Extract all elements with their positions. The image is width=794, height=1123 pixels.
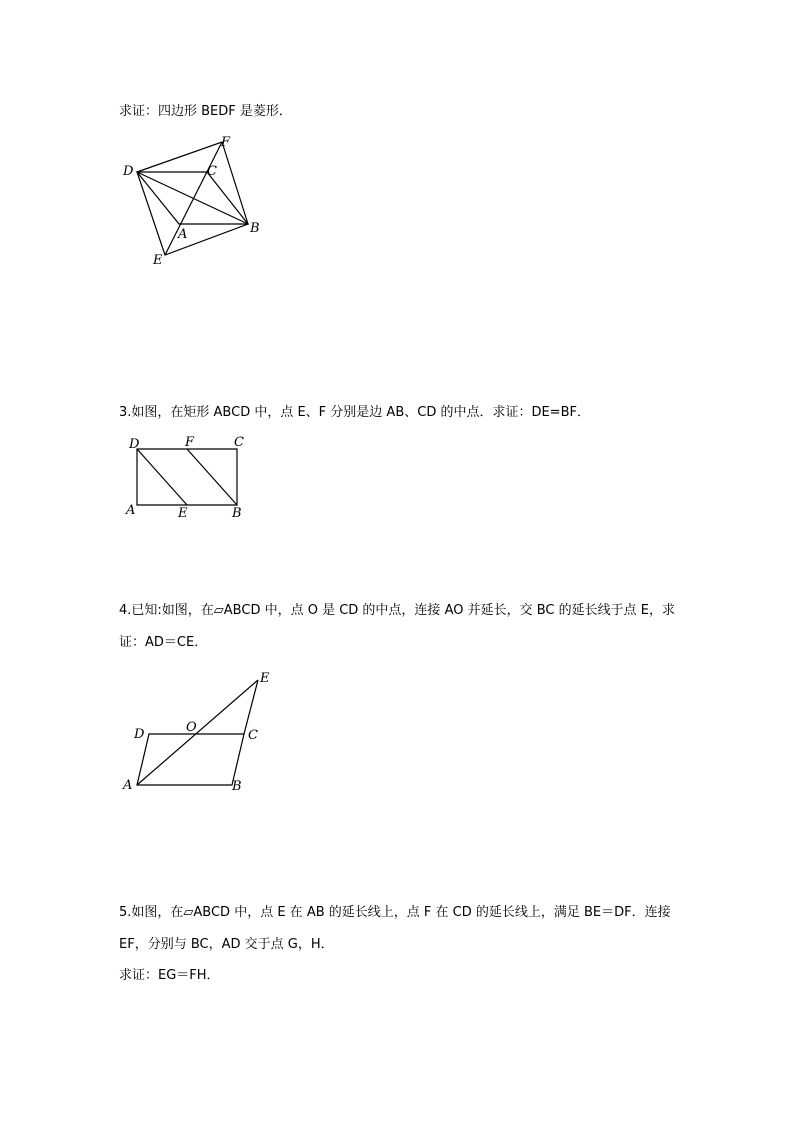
label-D: D bbox=[123, 164, 134, 179]
label-C: C bbox=[248, 728, 258, 743]
segment-ae bbox=[137, 680, 258, 785]
label-E: E bbox=[260, 671, 270, 686]
label-D: D bbox=[134, 727, 145, 742]
problem2-prove-text: 求证：四边形 BEDF 是菱形． bbox=[119, 104, 292, 119]
problem4-statement-line1: 4.已知:如图，在▱ABCD 中，点 O 是 CD 的中点，连接 AO 并延长，交 BC 的延长线于点 E，求 bbox=[119, 603, 675, 618]
label-B: B bbox=[250, 221, 260, 236]
label-F: F bbox=[221, 135, 231, 150]
label-B: B bbox=[232, 506, 242, 521]
label-D: D bbox=[129, 437, 140, 452]
problem5-prove-text: 求证：EG＝FH． bbox=[119, 968, 220, 983]
label-A: A bbox=[123, 778, 133, 793]
label-C: C bbox=[207, 164, 217, 179]
problem5-statement-line1: 5.如图，在▱ABCD 中，点 E 在 AB 的延长线上，点 F 在 CD 的延长线上，满足 BE＝DF．连接 bbox=[119, 905, 671, 920]
problem3-statement: 3.如图，在矩形 ABCD 中，点 E、F 分别是边 AB、CD 的中点．求证：DE=BF． bbox=[119, 405, 590, 420]
label-E: E bbox=[178, 506, 188, 521]
label-A: A bbox=[178, 227, 188, 242]
parallelogram-abcd bbox=[137, 734, 244, 785]
label-A: A bbox=[126, 503, 136, 518]
label-O: O bbox=[186, 720, 197, 735]
label-C: C bbox=[234, 435, 244, 450]
segment-ce bbox=[244, 680, 258, 734]
problem4-statement-line2: 证：AD＝CE． bbox=[119, 635, 208, 650]
label-E: E bbox=[153, 253, 163, 268]
label-B: B bbox=[232, 779, 242, 794]
label-F: F bbox=[185, 435, 195, 450]
problem5-statement-line2: EF，分别与 BC，AD 交于点 G，H． bbox=[119, 937, 334, 952]
